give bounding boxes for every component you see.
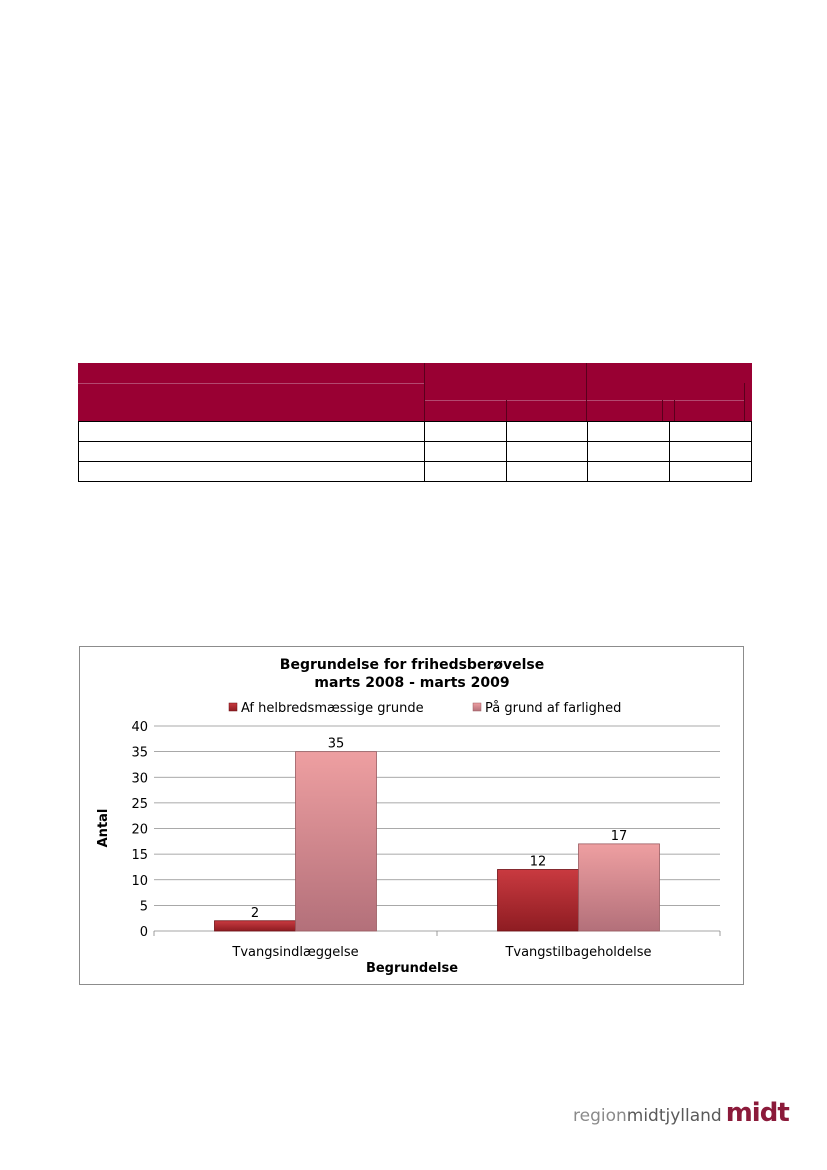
table-header-line [78, 383, 424, 384]
y-tick-label: 15 [131, 848, 148, 864]
y-tick-label: 40 [131, 720, 148, 735]
table-header-divider [424, 363, 425, 421]
table-header-divider [662, 400, 663, 421]
y-tick-label: 35 [131, 745, 148, 761]
table-header [78, 363, 752, 421]
table-header-divider [744, 383, 745, 421]
y-tick-label: 30 [131, 771, 148, 787]
y-tick-label: 0 [139, 925, 148, 940]
table-header-divider [674, 400, 675, 421]
table-rule [78, 421, 752, 422]
region-midtjylland-logo [573, 1098, 789, 1132]
table-rule [78, 441, 752, 442]
table-rule [78, 421, 79, 482]
table-header-divider [586, 363, 587, 421]
legend-label-series1: Af helbredsmæssige grunde [241, 701, 424, 716]
chart-frame [79, 646, 744, 985]
table-header-divider [506, 400, 507, 421]
y-axis-ticks [131, 720, 148, 940]
x-tick-label: Tvangsindlæggelse [232, 945, 359, 960]
table-rule [424, 421, 425, 482]
y-tick-label: 10 [131, 873, 148, 889]
y-axis-title: Antal [96, 808, 111, 848]
logo-text-midtjylland: midtjylland [626, 1106, 722, 1126]
legend-swatch-series1 [229, 703, 237, 711]
table-row [78, 421, 752, 441]
bar-helbred-1 [498, 870, 579, 932]
data-label: 17 [610, 828, 628, 844]
table-rule [78, 461, 752, 462]
data-label: 12 [529, 854, 547, 870]
x-axis-title: Begrundelse [365, 961, 459, 976]
table-header-line [424, 400, 744, 401]
table-rule [669, 421, 670, 482]
table-rule [506, 421, 507, 482]
data-label: 35 [327, 736, 345, 752]
x-axis-ticks [231, 945, 651, 960]
legend-label-series2: På grund af farlighed [485, 701, 622, 716]
y-tick-label: 20 [131, 822, 148, 838]
legend-swatch-series2 [473, 703, 481, 711]
chart-bars [215, 752, 660, 931]
chart-legend [229, 701, 621, 716]
data-table [78, 363, 752, 482]
logo-text-region: region [573, 1106, 627, 1126]
bar-chart [80, 647, 745, 986]
chart-title-line1: Begrundelse for frihedsberøvelse [279, 657, 545, 673]
y-tick-label: 5 [139, 899, 148, 915]
table-row [78, 441, 752, 461]
bar-farlighed-0 [296, 752, 377, 931]
bar-helbred-0 [215, 921, 296, 931]
x-tick-label: Tvangstilbageholdelse [505, 945, 652, 960]
table-rule [751, 421, 752, 482]
table-row [78, 461, 752, 481]
bar-farlighed-1 [579, 844, 660, 931]
table-rule [78, 481, 752, 482]
y-tick-label: 25 [131, 796, 148, 812]
chart-title-line2: marts 2008 - marts 2009 [314, 675, 510, 691]
logo-text-midt: midt [725, 1098, 789, 1128]
data-label: 2 [250, 905, 260, 921]
table-rule [587, 421, 588, 482]
